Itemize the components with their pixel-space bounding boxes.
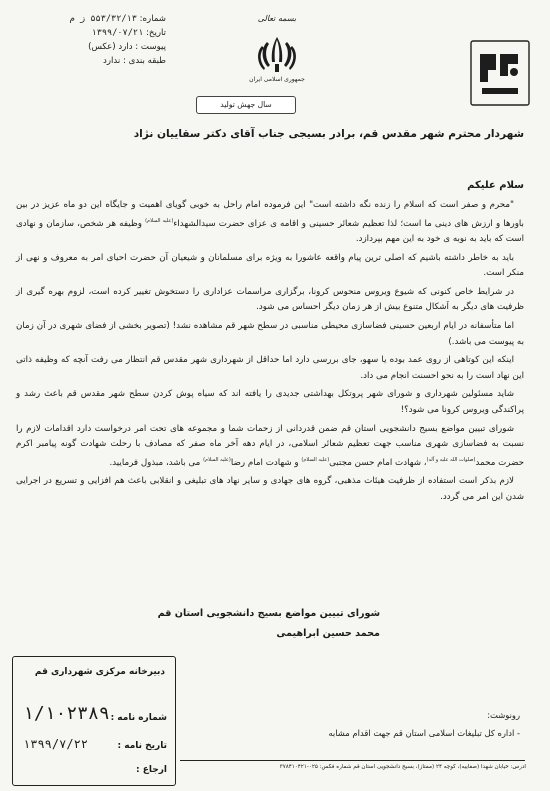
registry-stamp bbox=[12, 656, 176, 786]
classification-line: طبقه بندی : ندارد bbox=[103, 56, 166, 66]
paragraph-6: شاید مسئولین شهرداری و شورای شهر پروتکل بهداشتی جدیدی را یافته اند که سیاه پوش کردن سطح شهر مقدس قم باعث رشد و پراکندگی ویروس کرونا می شود؟! bbox=[16, 389, 524, 416]
date-label: تاریخ: bbox=[146, 28, 166, 38]
paragraph-7 bbox=[16, 422, 524, 472]
paragraph-3: در شرایط خاص کنونی که شیوع ویروس منحوس کرونا، برگزاری مراسمات عزاداری را دستخوش تغییر کرده است، لزوم بهره گیری از ظرفیت های دیگر به اَشکال متنوع بیش از هر زمان دیگر احساس می شود. bbox=[16, 286, 524, 313]
paragraph-1 bbox=[16, 198, 524, 248]
number-value: ۵۵۳/۳۲/۱۳ ز م bbox=[69, 14, 137, 24]
date-value: ۱۳۹۹/۰۷/۲۱ bbox=[91, 28, 144, 38]
paragraph-7-text: شورای تبیین مواضع بسیج دانشجویی استان قم ضمن قدردانی از زحمات شما و مجموعه های تحت امر درخواست دارد اقدامات لازم را نسبت به فضاسازی شهری مناسب جهت تعظیم شعائر اسلامی، در ایام دهه آخر ماه صفر که مصادف با رحلت شهادت گونه پیامبر اکرم حضرت محمد bbox=[16, 423, 524, 468]
honorific: (علیه السلام) bbox=[203, 456, 231, 463]
signature-org: شورای تبیین مواضع بسیج دانشجویی استان قم bbox=[157, 608, 380, 619]
paragraph-7-mid2: و شهادت امام رضا bbox=[230, 457, 302, 468]
letter-metadata bbox=[6, 12, 166, 68]
iran-emblem-icon bbox=[254, 34, 300, 74]
cc-line: - اداره کل تبلیغات اسلامی استان قم جهت اقدام مشابه bbox=[328, 728, 520, 738]
paragraph-1-tail: وظیفه هر شخص، سازمان و نهادی است که باید به نوبه ی خود به این مهم بپردازد. bbox=[16, 218, 524, 245]
stamp-date-label: تاریخ نامه : bbox=[117, 741, 167, 751]
honorific: (علیه السلام) bbox=[301, 456, 330, 463]
footer-address: آدرس: خیابان شهدا (صفاییه)، کوچه ۲۴ (ممتاز)، بسیج دانشجویی استان قم شماره فکس: ۰۲۵-۳۷۸۴۱۰۴۲۱ bbox=[279, 764, 526, 770]
honorific: (صلوات الله علیه و آله) bbox=[426, 456, 476, 463]
republic-caption: جمهوری اسلامی ایران bbox=[249, 76, 305, 83]
footer-divider bbox=[180, 760, 525, 761]
paragraph-4: اما متأسفانه در ایام اربعین حسینی فضاسازی محیطی مناسبی در سطح شهر قم مشاهده نشد! (تصویر بخشی از فضای شهری در آن زمان به پیوست می باشد.) bbox=[16, 321, 524, 347]
year-banner: سال جهش تولید bbox=[196, 96, 296, 114]
signature-name: محمد حسین ابراهیمی bbox=[276, 628, 380, 639]
honorific: (علیه السلام) bbox=[145, 217, 174, 224]
stamp-date-value: ۱۳۹۹/۷/۲۲ bbox=[23, 737, 89, 751]
paragraph-7-tail: می باشد، مبذول فرمایید. bbox=[109, 457, 204, 468]
letter-heading: شهردار محترم شهر مقدس قم، برادر بسیجی جناب آقای دکتر سقاییان نژاد bbox=[133, 128, 524, 140]
paragraph-1-text: "محرم و صفر است که اسلام را زنده نگه داشته است" این فرموده امام راحل به خوبی گویای اهمیت و جایگاه این دو ماه عزیز در بین باورها و ارزش های دینی ما است؛ لذا تعظیم شعائر حسینی و اقامه ی عزای حضرت سیدالشهداء bbox=[16, 200, 524, 229]
attachment-line: پیوست : دارد (عکس) bbox=[88, 42, 166, 52]
stamp-title: دبیرخانه مرکزی شهرداری قم bbox=[34, 667, 165, 677]
letter-body bbox=[16, 198, 524, 508]
paragraph-8: لازم بذکر است استفاده از ظرفیت هیئات مذهبی، گروه های جهادی و سایر نهاد های تبلیغی و انقلابی باعث هم افزایی و تسریع در اجرایی شدن این امر می گردد. bbox=[16, 476, 524, 502]
stamp-ref-label: ارجاع : bbox=[135, 765, 167, 775]
paragraph-5: اینکه این کوتاهی از روی عمد بوده یا سهو، جای بررسی دارد اما حداقل از شهرداری شهر مقدس قم انتظار می رفت آنچه که وظیفه ذاتی این نهاد است را به نحو احسنت انجام می داد. bbox=[16, 355, 524, 381]
paragraph-7-mid: ، شهادت امام حسن مجتبی bbox=[329, 457, 427, 468]
cc-label: رونوشت: bbox=[487, 710, 520, 720]
number-label: شماره: bbox=[139, 14, 166, 24]
bismillah: بسمه تعالی bbox=[257, 14, 297, 23]
signature-block bbox=[150, 604, 380, 644]
stamp-number-value: ۱/۱۰۲۳۸۹ bbox=[23, 703, 110, 724]
basij-logo-icon bbox=[470, 40, 530, 106]
salutation: سلام علیکم bbox=[467, 180, 524, 191]
paragraph-2: باید به خاطر داشته باشیم که اصلی ترین پیام واقعه عاشورا به ویژه برای مسلمانان و شیعیان آن حضرت احیای امر به معروف و نهی از منکر است. bbox=[16, 252, 524, 279]
cc-block bbox=[220, 706, 520, 742]
stamp-number-label: شماره نامه : bbox=[110, 713, 167, 723]
